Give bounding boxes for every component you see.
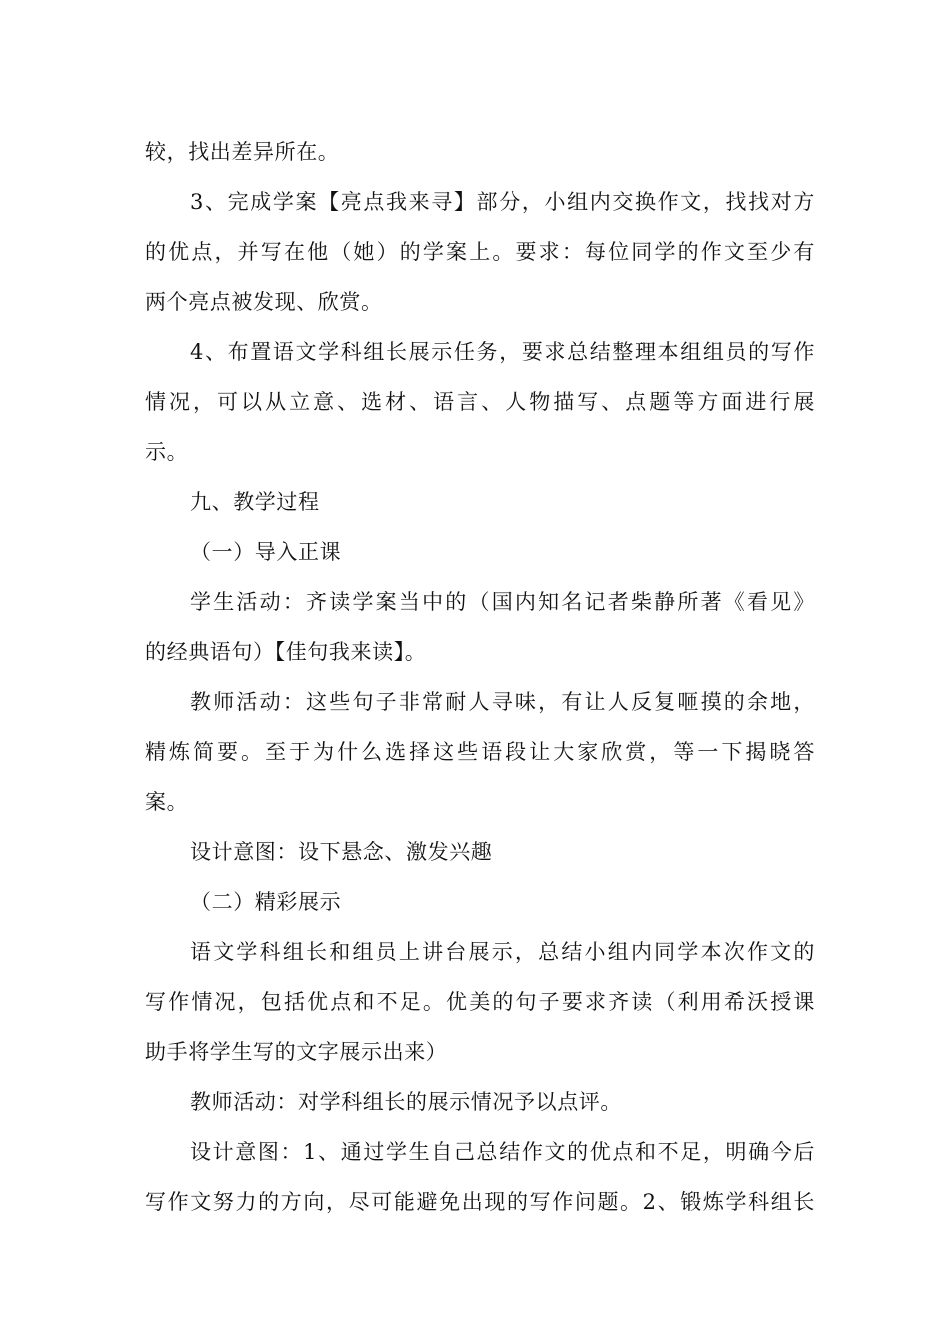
text-line: 4、布置语文学科组长展示任务，要求总结整理本组组员的写作 xyxy=(190,340,815,364)
text-line: 学生活动：齐读学案当中的（国内知名记者柴静所著《看见》 xyxy=(190,590,815,614)
text-line: 语文学科组长和组员上讲台展示，总结小组内同学本次作文的 xyxy=(190,940,815,964)
section-heading: 九、教学过程 xyxy=(190,490,320,514)
text-line: 精炼简要。至于为什么选择这些语段让大家欣赏，等一下揭晓答 xyxy=(145,740,815,764)
text-line: 示。 xyxy=(145,440,189,464)
text-line: 设计意图：1、通过学生自己总结作文的优点和不足，明确今后 xyxy=(190,1140,815,1164)
text-line: 3、完成学案【亮点我来寻】部分，小组内交换作文，找找对方 xyxy=(190,190,815,214)
text-line: 情况，可以从立意、选材、语言、人物描写、点题等方面进行展 xyxy=(145,390,815,414)
text-line: 案。 xyxy=(145,790,189,814)
text-line: 较，找出差异所在。 xyxy=(145,140,340,164)
text-line: 助手将学生写的文字展示出来） xyxy=(145,1040,448,1064)
text-line: 的优点，并写在他（她）的学案上。要求：每位同学的作文至少有 xyxy=(145,240,815,264)
text-line: 教师活动：这些句子非常耐人寻味，有让人反复咂摸的余地， xyxy=(190,690,815,714)
subsection-heading: （一）导入正课 xyxy=(190,540,342,564)
text-line: 的经典语句）【佳句我来读】。 xyxy=(145,640,427,664)
subsection-heading: （二）精彩展示 xyxy=(190,890,342,914)
text-line: 设计意图：设下悬念、激发兴趣 xyxy=(190,840,493,864)
text-line: 写作文努力的方向，尽可能避免出现的写作问题。2、锻炼学科组长 xyxy=(145,1190,815,1214)
text-line: 两个亮点被发现、欣赏。 xyxy=(145,290,383,314)
text-line: 写作情况，包括优点和不足。优美的句子要求齐读（利用希沃授课 xyxy=(145,990,815,1014)
text-line: 教师活动：对学科组长的展示情况予以点评。 xyxy=(190,1090,622,1114)
